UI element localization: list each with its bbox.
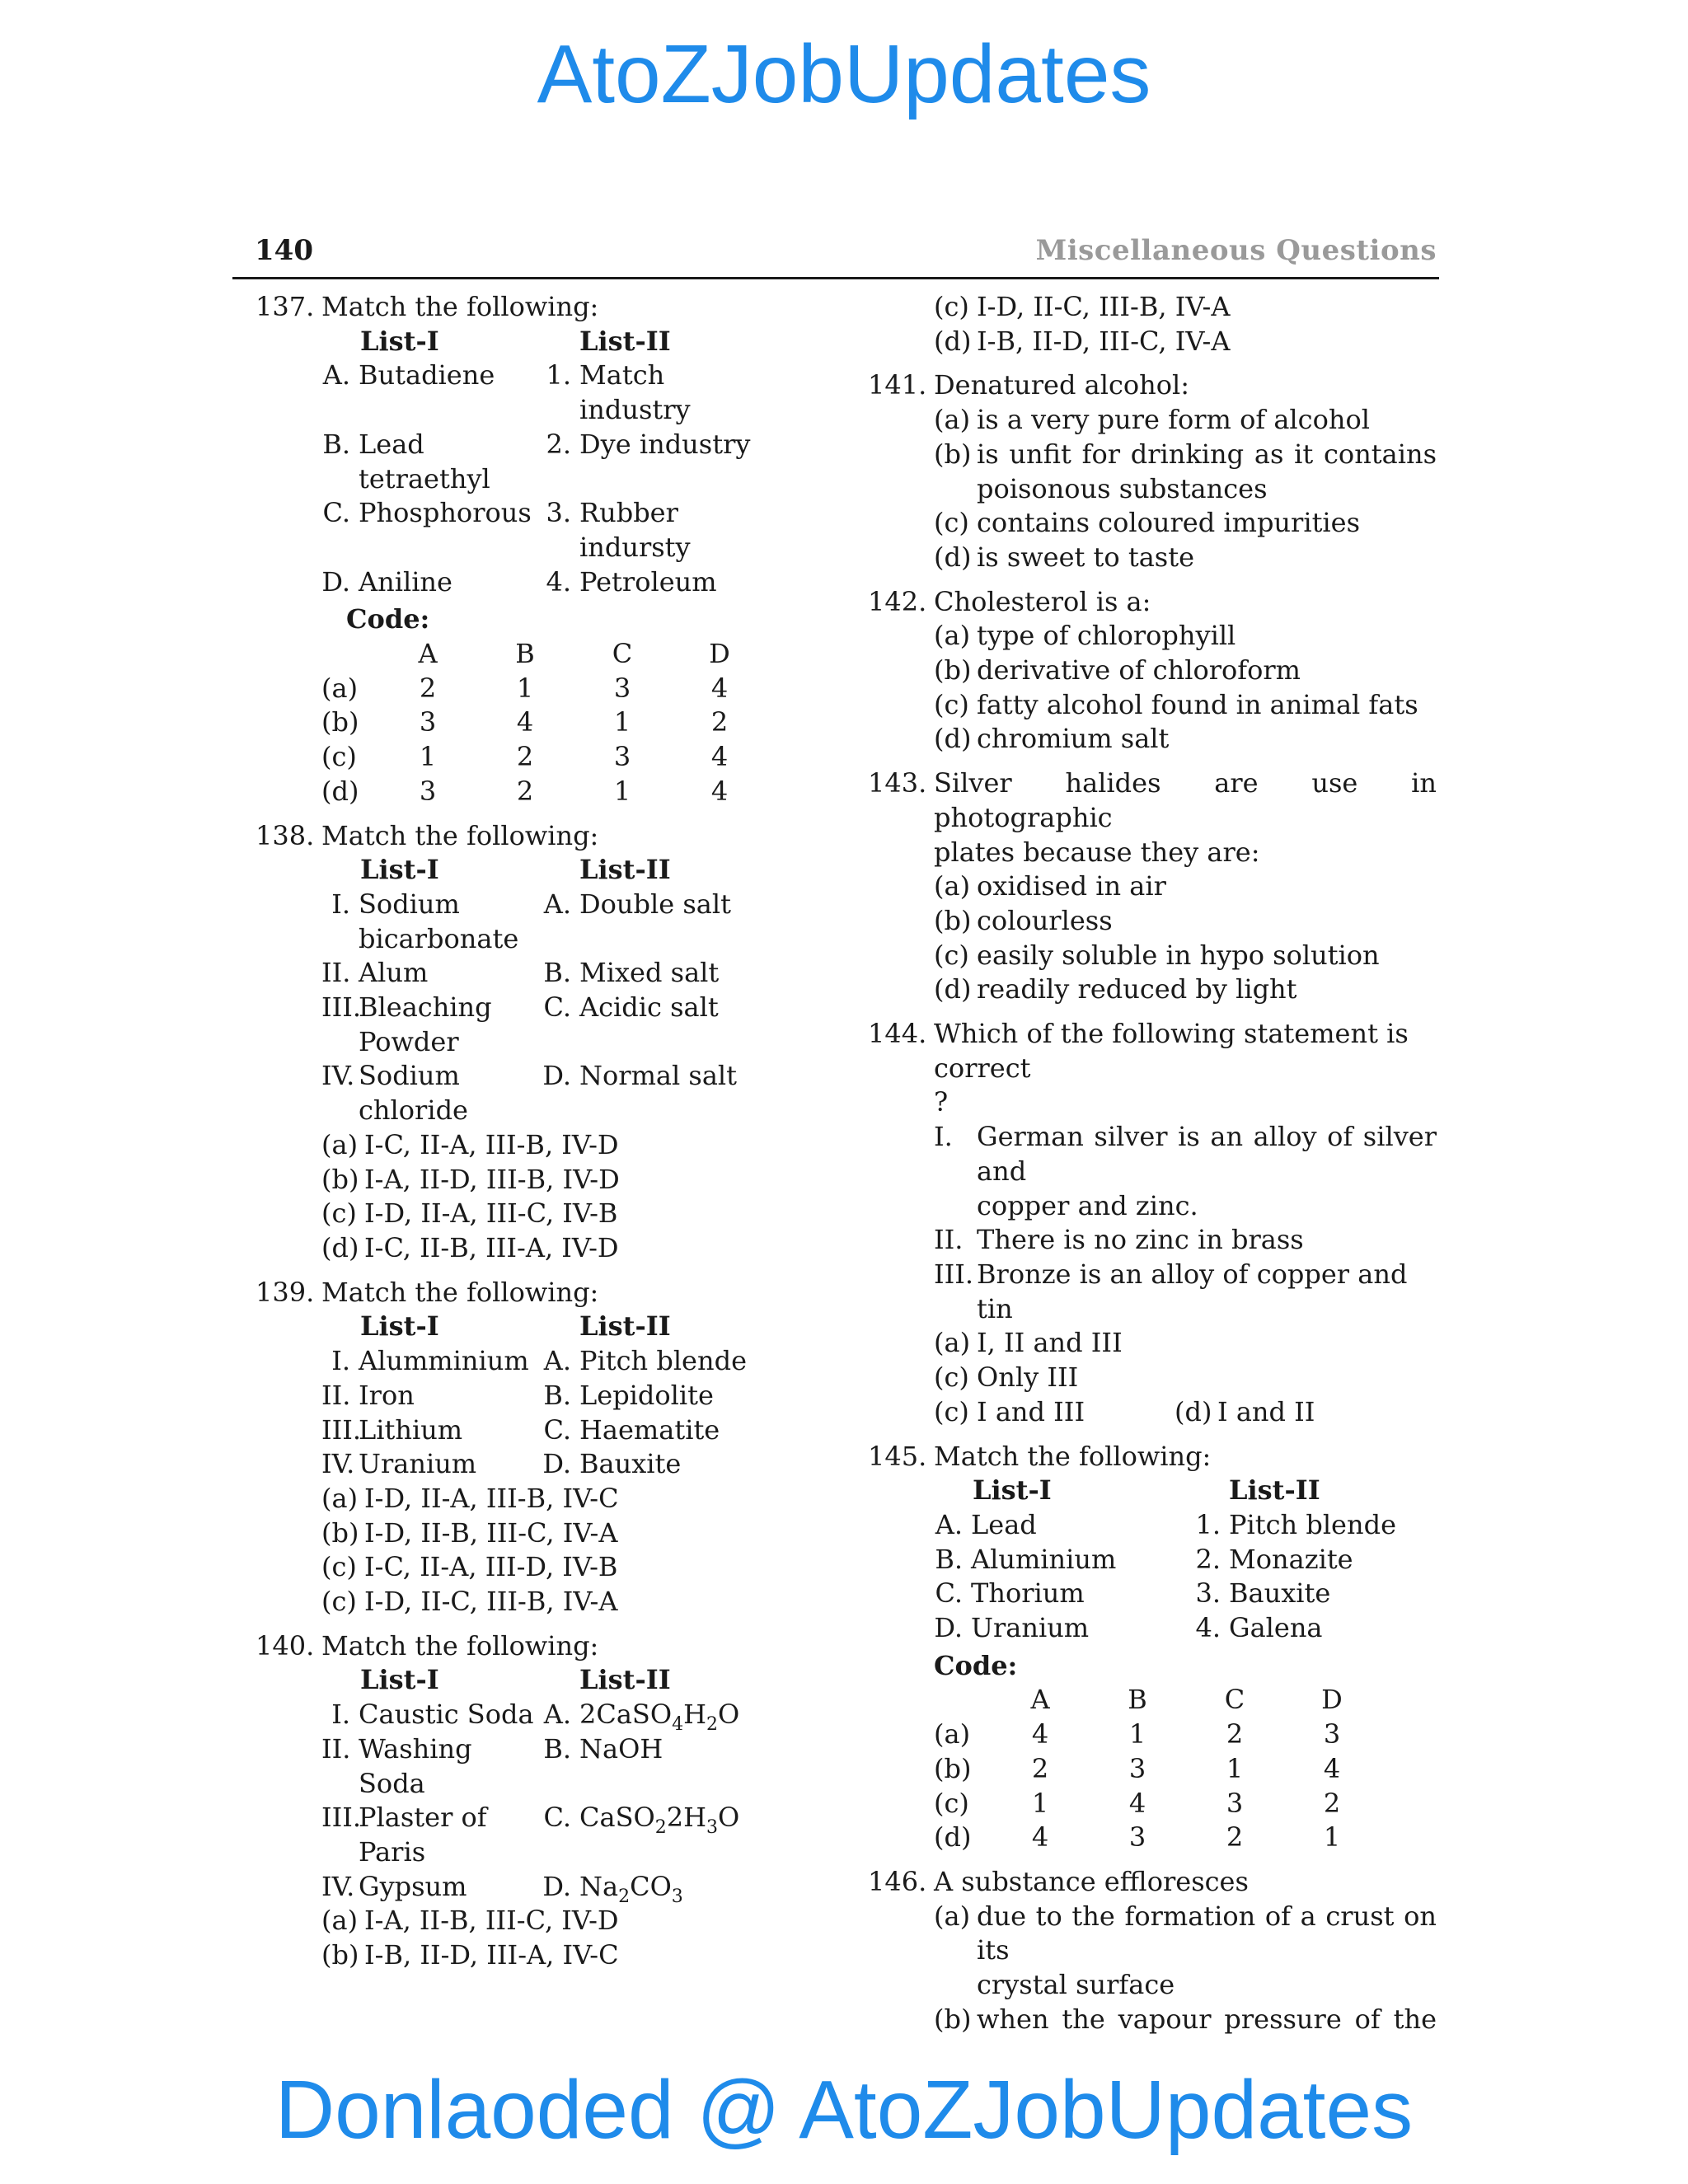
option-text: I-D, II-C, III-B, IV-A [364,1586,618,1618]
option-label: (d) [1175,1395,1212,1427]
right-column [868,290,1437,2046]
list-label: II. [321,1379,351,1411]
code-cell: 2 [1323,1787,1341,1819]
code-cell: 2 [1226,1821,1244,1854]
list-label: 3. [546,497,571,529]
option-text [977,1900,1437,2003]
question-text: Match the following: [321,819,599,851]
code-cell: 4 [1323,1752,1341,1784]
code-cell: 4 [710,775,729,807]
option-text: I-D, II-A, III-B, IV-C [364,1482,619,1514]
statement-label: II. [934,1224,964,1256]
list1-heading: List-I [360,854,439,886]
question-text: Match the following: [321,291,599,322]
option-text: I, II and III [977,1327,1123,1359]
option-label: (a) [934,620,971,652]
code-head: C [612,638,633,670]
question-137 [256,290,824,809]
list-label: 1. [1195,1508,1221,1540]
list-item: Iron [359,1379,415,1411]
list-label: D. [321,565,350,598]
statement-text-line: copper and zinc. [977,1189,1198,1221]
option-text-line: due to the formation of a crust on its [977,1900,1437,1966]
code-row-label: (a) [934,1718,971,1750]
question-text: Match the following: [321,1276,599,1308]
question-141 [868,368,1437,574]
option-text: I-A, II-D, III-B, IV-D [364,1163,620,1195]
list1-heading: List-I [360,1664,439,1696]
list-item: Match industry [579,359,691,426]
list-item: Dye industry [579,428,751,460]
list-label: III. [321,1413,362,1446]
question-144 [868,1017,1437,1429]
list-item: Mixed salt [579,957,720,989]
option-label: (a) [321,1482,359,1514]
formula-part: Na [579,1870,619,1902]
list-item: Bleaching Powder [359,991,492,1057]
option-label: (a) [934,1900,971,1932]
code-row-label: (d) [321,775,359,807]
option-text: I-D, II-C, III-B, IV-A [977,291,1231,322]
option-label: (d) [934,973,972,1005]
formula-subscript: 2 [618,1886,631,1907]
list-item: Lead tetraethyl [359,428,490,494]
option-label: (a) [321,1905,359,1937]
list-item: Aluminium [971,1543,1117,1575]
question-text: Match the following: [934,1440,1212,1472]
list-label: A. [543,1345,571,1377]
left-column [256,290,824,1983]
list-item: Rubber indursty [579,497,691,563]
question-number: 145. [868,1440,927,1472]
option-label: (c) [934,507,969,539]
question-number: 144. [868,1018,927,1050]
list-item: Normal salt [579,1060,737,1092]
option-label: (c) [934,939,969,971]
code-head: A [1030,1684,1050,1716]
formula-subscript: 2 [706,1714,718,1736]
option-text: I-A, II-B, III-C, IV-D [364,1905,619,1937]
question-138 [256,819,824,1266]
list-item: Galena [1229,1612,1323,1644]
section-title: Miscellaneous Questions [1035,234,1437,267]
code-cell: 3 [419,706,437,738]
option-text: I-D, II-B, III-C, IV-A [364,1516,618,1549]
code-head: C [1224,1684,1245,1716]
list-item: Caustic Soda [359,1699,534,1731]
code-cell: 4 [1031,1718,1049,1750]
code-cell: 2 [710,706,729,738]
list-label: D. [542,1448,571,1480]
formula-part: 2CaSO [579,1699,673,1731]
list-item: Lepidolite [579,1379,714,1411]
option-text: chromium salt [977,723,1170,755]
option-label: (d) [934,723,972,755]
option-text: fatty alcohol found in animal fats [977,688,1418,720]
list-item: Sodium chloride [359,1060,468,1127]
formula-part: O [717,1699,740,1731]
option-label: (b) [934,438,972,470]
header-rule [232,277,1439,279]
list-label: B. [935,1543,963,1575]
list-item: Monazite [1229,1543,1353,1575]
option-label: (a) [934,404,971,436]
statement-text-line: German silver is an alloy of silver and [977,1121,1437,1187]
question-number: 139. [256,1276,315,1308]
question-text: Denatured alcohol: [934,369,1190,401]
statement-text [977,1120,1437,1223]
formula-subscript: 4 [672,1714,684,1736]
list-item: Acidic salt [579,991,719,1024]
question-139 [256,1276,824,1619]
option-text: oxidised in air [977,870,1166,902]
option-label: (c) [321,1586,357,1618]
list-item: Lead [971,1508,1037,1540]
list-item: Bauxite [579,1448,682,1480]
list-item: Uranium [359,1448,477,1480]
list1-heading: List-I [360,1310,439,1343]
question-text [934,766,1437,869]
option-label: (d) [321,1231,359,1263]
option-text: easily soluble in hypo solution [977,939,1380,971]
option-text: I-C, II-A, III-B, IV-D [364,1128,619,1160]
code-cell: 1 [419,741,437,773]
option-label: (c) [934,688,969,720]
code-head: A [418,638,438,670]
code-row-label: (c) [321,741,357,773]
formula-subscript: 3 [706,1817,718,1839]
list-label: A. [935,1508,963,1540]
option-label: (b) [934,654,972,687]
list-label: C. [543,1802,571,1834]
list-label: B. [543,957,571,989]
option-label: (b) [934,2003,972,2035]
code-cell: 1 [1226,1752,1244,1784]
page-number: 140 [255,234,313,267]
list2-heading: List-II [1229,1474,1320,1507]
option-text-line: crystal surface [977,1969,1175,2001]
code-cell: 4 [710,672,729,704]
code-cell: 3 [613,741,631,773]
code-label: Code: [346,603,430,635]
code-cell: 1 [613,775,631,807]
list-label: A. [543,1699,571,1731]
question-145 [868,1440,1437,1855]
list-label: B. [543,1379,571,1411]
code-cell: 2 [1226,1718,1244,1750]
list-label: I. [331,1699,350,1731]
list-label: III. [321,991,362,1024]
list-item: Butadiene [359,359,495,391]
option-text [977,438,1437,506]
option-label: (a) [934,1327,971,1359]
formula-part: O [717,1802,740,1834]
list-item: Haematite [579,1413,720,1446]
list-label: D. [542,1870,571,1902]
list-label: 4. [1195,1612,1221,1644]
statement-text: There is no zinc in brass [977,1224,1304,1256]
list-label: 4. [546,565,571,598]
option-label: (b) [321,1939,359,1971]
watermark-top: AtoZJobUpdates [537,28,1151,120]
list-item: Double salt [579,888,731,920]
formula [579,1870,683,1905]
list-item: Aniline [359,565,452,598]
code-cell: 4 [1128,1787,1146,1819]
list-item: Uranium [971,1612,1090,1644]
question-number: 142. [868,585,927,617]
list-item: Gypsum [359,1870,467,1902]
option-label: (a) [321,1128,359,1160]
page-header [255,234,1437,280]
code-cell: 3 [1128,1821,1146,1854]
list-label: II. [321,1732,351,1765]
code-cell: 4 [710,741,729,773]
list-label: C. [935,1577,963,1610]
list-item: Petroleum [579,565,717,598]
option-text: Only III [977,1361,1079,1394]
question-number: 137. [256,291,315,322]
formula-part: H [683,1699,706,1731]
code-row-label: (a) [321,672,359,704]
question-number: 143. [868,767,927,799]
option-text: when the vapour pressure of the [977,2003,1437,2035]
option-text: type of chlorophyill [977,620,1236,652]
formula-part: CO [630,1870,672,1902]
list-item: Pitch blende [1229,1508,1397,1540]
list2-heading: List-II [579,1664,671,1696]
list-label: C. [543,1413,571,1446]
formula-part: 2H [666,1802,706,1834]
list-label: 3. [1195,1577,1221,1610]
option-text: contains coloured impurities [977,507,1361,539]
formula: NaOH [579,1732,663,1765]
watermark-bottom: Donlaoded @ AtoZJobUpdates [274,2064,1414,2156]
option-text: I-B, II-D, III-A, IV-C [364,1939,619,1971]
option-label: (d) [934,325,972,357]
option-label: (c) [321,1551,357,1583]
list-item: Bauxite [1229,1577,1331,1610]
list-item: Alumminium [359,1345,529,1377]
list-label: D. [934,1612,963,1644]
option-label: (c) [934,291,969,322]
code-cell: 2 [516,775,534,807]
question-text: Match the following: [321,1629,599,1661]
list-label: I. [331,888,350,920]
list1-heading: List-I [973,1474,1052,1507]
question-143 [868,766,1437,1007]
question-number: 138. [256,819,315,851]
list-label: 2. [546,428,571,460]
question-text [934,1017,1437,1120]
list2-heading: List-II [579,325,671,357]
code-cell: 1 [613,706,631,738]
code-cell: 1 [516,672,534,704]
code-cell: 3 [1323,1718,1341,1750]
list-label: B. [543,1732,571,1765]
code-cell: 2 [1031,1752,1049,1784]
code-cell: 3 [419,775,437,807]
option-label: (c) [321,1197,357,1230]
option-text: I-C, II-A, III-D, IV-B [364,1551,618,1583]
question-number: 141. [868,369,927,401]
code-cell: 2 [419,672,437,704]
list-label: C. [322,497,350,529]
question-text: A substance effloresces [934,1865,1249,1897]
code-label: Code: [934,1649,1018,1681]
option-label: (b) [321,1516,359,1549]
question-142 [868,585,1437,757]
option-label: (b) [321,1163,359,1195]
code-cell: 3 [1226,1787,1244,1819]
list-label: II. [321,957,351,989]
code-row-label: (c) [934,1787,969,1819]
code-head: D [709,638,730,670]
code-cell: 4 [1031,1821,1049,1854]
question-146 [868,1865,1437,2037]
option-text: I-C, II-B, III-A, IV-D [364,1231,619,1263]
list-label: IV. [321,1448,355,1480]
code-cell: 1 [1031,1787,1049,1819]
question-number: 140. [256,1629,315,1661]
option-label: (a) [934,870,971,902]
option-text: is a very pure form of alcohol [977,404,1370,436]
code-table [321,637,768,809]
list-item: Lithium [359,1413,463,1446]
question-text: Cholesterol is a: [934,585,1151,617]
code-cell: 1 [1323,1821,1341,1854]
list-label: A. [322,359,350,391]
code-row-label: (b) [321,706,359,738]
list2-heading: List-II [579,854,671,886]
code-cell: 2 [516,741,534,773]
formula [579,1698,740,1736]
option-text: I-B, II-D, III-C, IV-A [977,325,1231,357]
list-label: 1. [546,359,571,391]
option-text: is sweet to taste [977,541,1194,573]
code-cell: 4 [516,706,534,738]
option-label: (b) [934,904,972,936]
question-number: 146. [868,1865,927,1897]
code-head: D [1321,1684,1343,1716]
option-text: I and III [977,1395,1085,1427]
code-table [934,1683,1381,1855]
option-label: (d) [934,541,972,573]
list-label: A. [543,888,571,920]
list-label: D. [542,1060,571,1092]
question-text-line: ? [934,1086,949,1118]
list-label: IV. [321,1870,355,1902]
list-item: Plaster of Paris [359,1802,487,1868]
option-label: (c) [934,1395,969,1427]
formula-subscript: 2 [654,1817,667,1839]
formula-part: CaSO [579,1802,655,1834]
list-label: 2. [1195,1543,1221,1575]
option-text: I and II [1217,1395,1315,1427]
list-label: III. [321,1802,362,1834]
code-cell: 1 [1128,1718,1146,1750]
option-label: (c) [934,1361,969,1394]
option-text-line: is unfit for drinking as it contains [977,438,1437,470]
list-label: C. [543,991,571,1024]
option-text: readily reduced by light [977,973,1297,1005]
question-140-continued [868,290,1437,359]
list2-heading: List-II [579,1310,671,1343]
question-140 [256,1629,824,1973]
statement-text: Bronze is an alloy of copper and tin [977,1258,1408,1324]
list-label: I. [331,1345,350,1377]
question-text-line: Which of the following statement is correct [934,1018,1409,1084]
list-item: Thorium [971,1577,1085,1610]
code-row-label: (d) [934,1821,972,1854]
code-row-label: (b) [934,1752,972,1784]
list-item: Phosphorous [359,497,532,529]
code-head: B [1128,1684,1147,1716]
code-head: B [515,638,535,670]
list-item: Washing Soda [359,1732,472,1799]
list-item: Pitch blende [579,1345,748,1377]
question-text-line: plates because they are: [934,836,1260,868]
list-item: Alum [359,957,429,989]
list-item: Sodium bicarbonate [359,888,519,954]
option-text-line: poisonous substances [977,472,1268,504]
statement-label: III. [934,1258,974,1290]
list1-heading: List-I [360,325,439,357]
formula-subscript: 3 [671,1886,683,1907]
statement-label: I. [934,1121,953,1153]
question-text-line: Silver halides are use in photographic [934,767,1437,833]
code-cell: 3 [613,672,631,704]
list-label: IV. [321,1060,355,1092]
formula [579,1801,739,1869]
option-text: derivative of chloroform [977,654,1301,687]
option-text: colourless [977,904,1113,936]
list-label: B. [322,428,350,460]
code-cell: 3 [1128,1752,1146,1784]
option-text: I-D, II-A, III-C, IV-B [364,1197,618,1230]
